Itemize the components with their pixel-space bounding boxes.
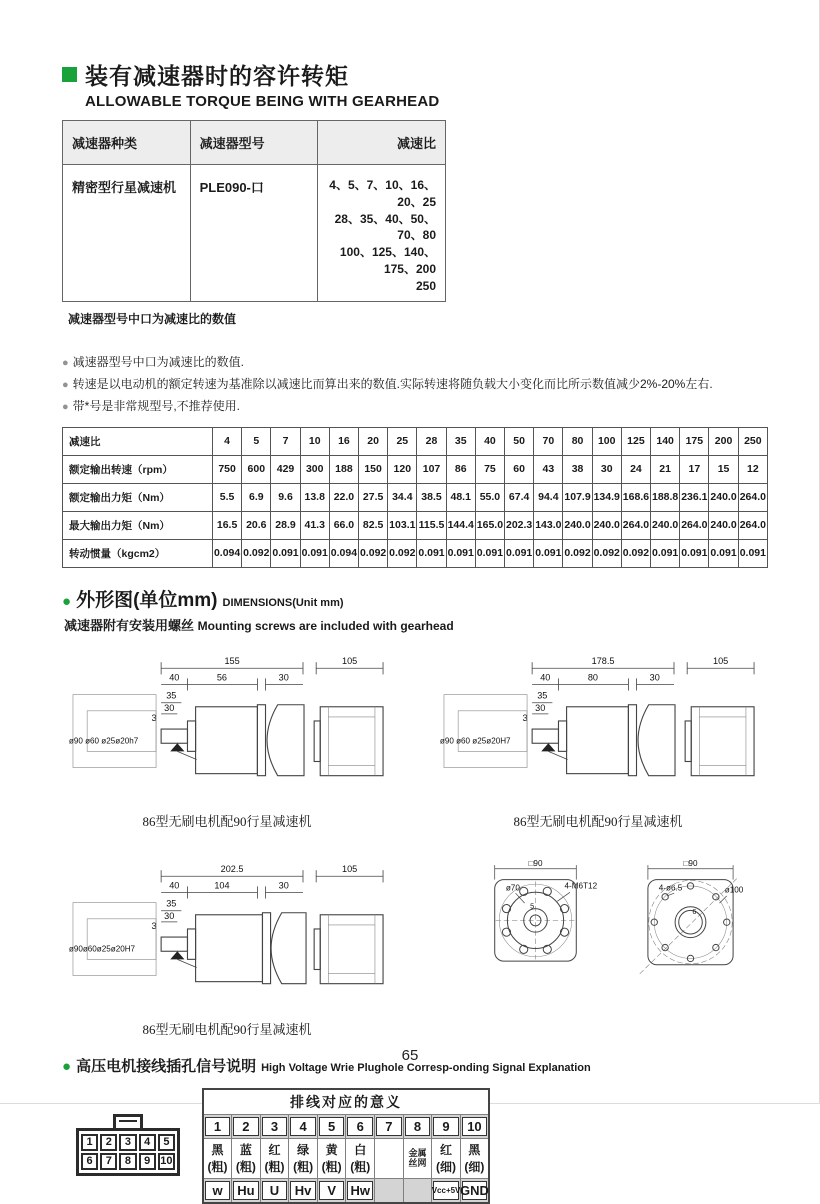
pin-color: 白(粗) bbox=[346, 1138, 375, 1178]
dim-b: 56 bbox=[216, 672, 228, 683]
torque-cell: 55.0 bbox=[475, 483, 504, 511]
torque-cell: 12 bbox=[738, 455, 767, 483]
torque-cell: 0.092 bbox=[563, 539, 592, 567]
pin-signal: Hu bbox=[233, 1181, 259, 1200]
pin-signal-table bbox=[202, 1088, 490, 1204]
torque-cell: 120 bbox=[388, 455, 417, 483]
page-title-zh: 装有减速器时的容许转矩 bbox=[85, 63, 349, 89]
pin-number: 3 bbox=[262, 1117, 288, 1136]
pin-number-cell bbox=[203, 1114, 232, 1138]
ratio-line: 28、35、40、50、70、80 bbox=[334, 211, 436, 243]
dim-a: 40 bbox=[169, 672, 180, 683]
bullet-icon: ● bbox=[62, 356, 69, 369]
torque-cell: 0.091 bbox=[417, 539, 446, 567]
note-item bbox=[62, 397, 763, 414]
connector-pin-number: 10 bbox=[158, 1153, 175, 1170]
pin-number-cell bbox=[403, 1114, 432, 1138]
torque-cell: 28.9 bbox=[271, 511, 300, 539]
side-view-drawing-3 bbox=[62, 856, 392, 1038]
drawing-caption: 86型无刷电机配90行星减速机 bbox=[142, 1021, 312, 1037]
torque-cell: 264.0 bbox=[621, 511, 650, 539]
pin-signal-cell bbox=[317, 1178, 346, 1203]
pin-number: 8 bbox=[405, 1117, 431, 1136]
torque-cell: 200 bbox=[709, 427, 738, 455]
dim-c: 30 bbox=[278, 672, 289, 683]
torque-cell: 10 bbox=[300, 427, 329, 455]
pin-number-cell bbox=[346, 1114, 375, 1138]
torque-cell: 144.4 bbox=[446, 511, 475, 539]
torque-cell: 21 bbox=[651, 455, 680, 483]
torque-cell: 48.1 bbox=[446, 483, 475, 511]
pin-number-cell bbox=[289, 1114, 318, 1138]
dim-b: 80 bbox=[587, 672, 599, 683]
green-square-icon bbox=[62, 67, 77, 82]
torque-cell: 94.4 bbox=[534, 483, 563, 511]
front-view-drawings bbox=[463, 856, 763, 1038]
torque-cell: 175 bbox=[680, 427, 709, 455]
dimensions-subtitle-en: Mounting screws are included with gearhead bbox=[197, 618, 454, 633]
torque-cell: 13.8 bbox=[300, 483, 329, 511]
dim-b: 104 bbox=[214, 880, 230, 891]
torque-cell: 80 bbox=[563, 427, 592, 455]
torque-cell: 27.5 bbox=[359, 483, 388, 511]
bullet-icon: ● bbox=[62, 400, 69, 413]
torque-cell: 15 bbox=[709, 455, 738, 483]
dim-e: 30 bbox=[164, 702, 175, 713]
torque-cell: 20 bbox=[359, 427, 388, 455]
torque-cell: 300 bbox=[300, 455, 329, 483]
dim-tail: 105 bbox=[713, 655, 729, 666]
torque-cell: 5.5 bbox=[213, 483, 242, 511]
keyway-flag-icon bbox=[170, 951, 184, 959]
pin-number-cell bbox=[432, 1114, 461, 1138]
torque-cell: 250 bbox=[738, 427, 767, 455]
torque-cell: 6.9 bbox=[242, 483, 271, 511]
gearhead-type: 精密型行星减速机 bbox=[63, 165, 191, 302]
pin-number-cell bbox=[375, 1114, 404, 1138]
torque-row-label: 额定输出力矩（Nm） bbox=[63, 483, 213, 511]
front-bore-dim: ø100 bbox=[724, 884, 744, 894]
torque-cell: 188.8 bbox=[651, 483, 680, 511]
pin-number-row bbox=[203, 1114, 489, 1138]
pin-color: 黑(粗) bbox=[203, 1138, 232, 1178]
pin-number: 2 bbox=[233, 1117, 259, 1136]
bullet-icon: ● bbox=[62, 378, 69, 391]
bullet-icon: ● bbox=[62, 1057, 72, 1075]
front-holes-dim: 4-M6T12 bbox=[564, 881, 598, 891]
dim-f: 3 bbox=[522, 712, 528, 723]
pin-signal: w bbox=[205, 1181, 230, 1200]
torque-cell: 0.094 bbox=[329, 539, 358, 567]
connector-tab bbox=[113, 1114, 143, 1128]
torque-cell: 0.091 bbox=[680, 539, 709, 567]
pin-color: 蓝(粗) bbox=[232, 1138, 261, 1178]
dim-total: 202.5 bbox=[220, 863, 244, 874]
front-square-dim: □90 bbox=[683, 858, 698, 868]
pin-signal-cell bbox=[432, 1178, 461, 1203]
dimensions-section-header bbox=[62, 585, 763, 612]
pin-signal-cell bbox=[403, 1178, 432, 1203]
gearhead-model: PLE090-口 bbox=[190, 165, 318, 302]
torque-table-row bbox=[63, 427, 768, 455]
torque-table-row bbox=[63, 539, 768, 567]
torque-cell: 0.091 bbox=[475, 539, 504, 567]
note-text: 减速器型号中口为减速比的数值. bbox=[72, 354, 244, 369]
torque-cell: 5 bbox=[242, 427, 271, 455]
note-text: 转速是以电动机的额定转速为基准除以减速比而算出来的数值.实际转速将随负载大小变化而比所示数值减少2%-20%左右. bbox=[72, 376, 713, 391]
torque-cell: 140 bbox=[651, 427, 680, 455]
torque-cell: 17 bbox=[680, 455, 709, 483]
ratio-line: 250 bbox=[415, 278, 436, 293]
note-item bbox=[62, 375, 763, 392]
pin-table-title: 排线对应的意义 bbox=[203, 1089, 489, 1115]
side-view-svg-1 bbox=[62, 648, 392, 800]
gearhead-data-row bbox=[63, 165, 446, 302]
dim-c: 30 bbox=[649, 672, 660, 683]
torque-cell: 41.3 bbox=[300, 511, 329, 539]
pin-signal: Vcc+5V bbox=[433, 1181, 459, 1200]
torque-cell: 264.0 bbox=[680, 511, 709, 539]
torque-cell: 0.091 bbox=[505, 539, 534, 567]
pin-signal-cell bbox=[375, 1178, 404, 1203]
torque-cell: 30 bbox=[592, 455, 621, 483]
pin-signal-cell bbox=[289, 1178, 318, 1203]
connector-pin-number: 2 bbox=[100, 1134, 117, 1151]
page-title-en: ALLOWABLE TORQUE BEING WITH GEARHEAD bbox=[85, 93, 440, 110]
torque-cell: 16.5 bbox=[213, 511, 242, 539]
torque-cell: 86 bbox=[446, 455, 475, 483]
torque-cell: 25 bbox=[388, 427, 417, 455]
drawing-caption: 86型无刷电机配90行星减速机 bbox=[513, 813, 683, 829]
connector-pin-number: 4 bbox=[139, 1134, 156, 1151]
gearhead-header-row bbox=[63, 121, 446, 165]
torque-cell: 143.0 bbox=[534, 511, 563, 539]
torque-cell: 28 bbox=[417, 427, 446, 455]
torque-cell: 429 bbox=[271, 455, 300, 483]
torque-cell: 50 bbox=[505, 427, 534, 455]
dim-f: 3 bbox=[151, 920, 157, 931]
pin-color: 红(细) bbox=[432, 1138, 461, 1178]
pin-number: 10 bbox=[462, 1117, 487, 1136]
torque-cell: 236.1 bbox=[680, 483, 709, 511]
connector-pin-number: 3 bbox=[119, 1134, 136, 1151]
side-view-svg-3 bbox=[62, 856, 392, 1008]
torque-cell: 100 bbox=[592, 427, 621, 455]
torque-cell: 0.091 bbox=[271, 539, 300, 567]
torque-cell: 0.092 bbox=[242, 539, 271, 567]
pin-number: 1 bbox=[205, 1117, 230, 1136]
note-item bbox=[62, 353, 763, 370]
pin-signal: Hw bbox=[347, 1181, 373, 1200]
pin-color-row bbox=[203, 1138, 489, 1178]
torque-cell: 22.0 bbox=[329, 483, 358, 511]
torque-cell: 150 bbox=[359, 455, 388, 483]
dim-c: 30 bbox=[278, 880, 289, 891]
keyway-flag-icon bbox=[170, 743, 184, 751]
dim-d: 35 bbox=[166, 898, 177, 909]
col-header-model: 减速器型号 bbox=[190, 121, 318, 165]
pin-number-cell bbox=[260, 1114, 289, 1138]
pin-color bbox=[375, 1138, 404, 1178]
torque-cell: 40 bbox=[475, 427, 504, 455]
torque-cell: 750 bbox=[213, 455, 242, 483]
torque-cell: 240.0 bbox=[563, 511, 592, 539]
pin-table-title-row bbox=[203, 1089, 489, 1115]
dim-tail: 105 bbox=[342, 655, 358, 666]
dim-total: 155 bbox=[224, 655, 240, 666]
pin-color: 红(粗) bbox=[260, 1138, 289, 1178]
dim-e: 30 bbox=[164, 910, 175, 921]
pin-signal-cell bbox=[203, 1178, 232, 1203]
pin-signal: Hv bbox=[290, 1181, 316, 1200]
torque-cell: 202.3 bbox=[505, 511, 534, 539]
torque-cell: 75 bbox=[475, 455, 504, 483]
torque-cell: 0.092 bbox=[621, 539, 650, 567]
torque-cell: 0.092 bbox=[592, 539, 621, 567]
torque-cell: 0.092 bbox=[359, 539, 388, 567]
connector-pin-grid bbox=[76, 1128, 180, 1176]
pin-signal: U bbox=[262, 1181, 288, 1200]
dim-a: 40 bbox=[540, 672, 551, 683]
torque-cell: 67.4 bbox=[505, 483, 534, 511]
torque-row-label: 转动惯量（kgcm2） bbox=[63, 539, 213, 567]
ratio-line: 4、5、7、10、16、20、25 bbox=[329, 178, 436, 209]
dim-d: 35 bbox=[166, 690, 177, 701]
bullet-icon: ● bbox=[62, 592, 72, 610]
torque-cell: 188 bbox=[329, 455, 358, 483]
pin-signal-cell bbox=[346, 1178, 375, 1203]
torque-cell: 600 bbox=[242, 455, 271, 483]
col-header-type: 减速器种类 bbox=[63, 121, 191, 165]
pin-signal: GND bbox=[459, 1182, 489, 1198]
torque-table bbox=[62, 427, 768, 568]
pin-number-cell bbox=[232, 1114, 261, 1138]
torque-cell: 20.6 bbox=[242, 511, 271, 539]
pin-signal: V bbox=[319, 1181, 345, 1200]
front-bore-dim: ø70 bbox=[505, 883, 520, 893]
drawings-row-2 bbox=[62, 856, 763, 1038]
signal-content-row bbox=[76, 1088, 763, 1204]
torque-table-row bbox=[63, 483, 768, 511]
torque-cell: 134.9 bbox=[592, 483, 621, 511]
connector-pin-number: 9 bbox=[139, 1153, 156, 1170]
torque-table-row bbox=[63, 511, 768, 539]
connector-pin-number: 5 bbox=[158, 1134, 175, 1151]
ratio-line: 100、125、140、175、200 bbox=[339, 245, 436, 276]
dimensions-title-en: DIMENSIONS(Unit mm) bbox=[222, 596, 344, 609]
torque-cell: 43 bbox=[534, 455, 563, 483]
pin-color: 黑(细) bbox=[460, 1138, 489, 1178]
torque-cell: 107 bbox=[417, 455, 446, 483]
torque-cell: 240.0 bbox=[592, 511, 621, 539]
torque-cell: 168.6 bbox=[621, 483, 650, 511]
connector-plug bbox=[76, 1114, 180, 1176]
torque-cell: 0.091 bbox=[300, 539, 329, 567]
torque-cell: 34.4 bbox=[388, 483, 417, 511]
pin-signal-cell bbox=[232, 1178, 261, 1203]
pin-number-cell bbox=[317, 1114, 346, 1138]
torque-cell: 240.0 bbox=[709, 483, 738, 511]
pin-signal-cell bbox=[260, 1178, 289, 1203]
torque-cell: 0.092 bbox=[388, 539, 417, 567]
pin-signal-cell bbox=[460, 1178, 489, 1203]
torque-cell: 70 bbox=[534, 427, 563, 455]
connector-pin-number: 8 bbox=[119, 1153, 136, 1170]
pin-number: 9 bbox=[433, 1117, 459, 1136]
pin-color: 金属丝网 bbox=[403, 1138, 432, 1178]
gearhead-table bbox=[62, 120, 446, 302]
shaft-diameters: ø90ø60ø25ø20H7 bbox=[68, 943, 136, 953]
torque-cell: 82.5 bbox=[359, 511, 388, 539]
torque-cell: 60 bbox=[505, 455, 534, 483]
gearhead-footnote: 减速器型号中口为减速比的数值 bbox=[68, 311, 237, 326]
front-key-dim: 6 bbox=[692, 906, 697, 916]
connector-pin-number: 1 bbox=[81, 1134, 98, 1151]
dimensions-subtitle-zh: 减速器附有安装用螺丝 bbox=[64, 617, 195, 633]
torque-cell: 66.0 bbox=[329, 511, 358, 539]
drawings-row-1 bbox=[62, 648, 763, 830]
dimensions-subtitle bbox=[64, 615, 763, 634]
torque-row-label: 最大输出力矩（Nm） bbox=[63, 511, 213, 539]
torque-table-row bbox=[63, 455, 768, 483]
notes-list bbox=[62, 353, 763, 414]
front-key-dim: 5 bbox=[530, 901, 535, 911]
shaft-diameters: ø90 ø60 ø25ø20h7 bbox=[68, 735, 139, 745]
dim-tail: 105 bbox=[342, 863, 358, 874]
torque-cell: 0.091 bbox=[738, 539, 767, 567]
dimensions-title-zh: 外形图(单位mm) bbox=[76, 589, 218, 611]
torque-cell: 38.5 bbox=[417, 483, 446, 511]
front-holes-dim: 4-ø6.5 bbox=[658, 883, 683, 893]
dim-total: 178.5 bbox=[591, 655, 615, 666]
torque-cell: 35 bbox=[446, 427, 475, 455]
torque-cell: 0.094 bbox=[213, 539, 242, 567]
side-view-drawing-2 bbox=[433, 648, 763, 830]
pin-color: 黄(粗) bbox=[317, 1138, 346, 1178]
side-view-drawing-1 bbox=[62, 648, 392, 830]
torque-row-label: 额定输出转速（rpm） bbox=[63, 455, 213, 483]
torque-cell: 0.091 bbox=[709, 539, 738, 567]
pin-number-cell bbox=[460, 1114, 489, 1138]
torque-cell: 4 bbox=[213, 427, 242, 455]
gearhead-ratios bbox=[318, 165, 446, 302]
connector-pin-number: 6 bbox=[81, 1153, 98, 1170]
page-number: 65 bbox=[401, 1047, 419, 1064]
dim-d: 35 bbox=[537, 690, 548, 701]
torque-cell: 0.091 bbox=[534, 539, 563, 567]
pin-number: 5 bbox=[319, 1117, 345, 1136]
front-square-dim: □90 bbox=[528, 858, 543, 868]
dim-f: 3 bbox=[151, 712, 157, 723]
torque-cell: 264.0 bbox=[738, 483, 767, 511]
note-text: 带*号是非常规型号,不推荐使用. bbox=[72, 398, 240, 413]
torque-cell: 240.0 bbox=[709, 511, 738, 539]
front-view-svg-2 bbox=[618, 856, 763, 992]
torque-cell: 107.9 bbox=[563, 483, 592, 511]
signal-title-zh: 高压电机接线插孔信号说明 bbox=[76, 1057, 257, 1075]
drawing-caption: 86型无刷电机配90行星减速机 bbox=[142, 813, 312, 829]
torque-cell: 16 bbox=[329, 427, 358, 455]
dim-a: 40 bbox=[169, 880, 180, 891]
connector-pin-number: 7 bbox=[100, 1153, 117, 1170]
keyway-flag-icon bbox=[541, 743, 555, 751]
torque-cell: 125 bbox=[621, 427, 650, 455]
shaft-diameters: ø90 ø60 ø25ø20H7 bbox=[439, 735, 511, 745]
torque-cell: 7 bbox=[271, 427, 300, 455]
pin-number: 7 bbox=[376, 1117, 402, 1136]
front-view-svg-1 bbox=[463, 856, 608, 992]
torque-cell: 0.091 bbox=[651, 539, 680, 567]
col-header-ratio: 减速比 bbox=[318, 121, 446, 165]
pin-signal-row bbox=[203, 1178, 489, 1203]
torque-cell: 103.1 bbox=[388, 511, 417, 539]
torque-cell: 0.091 bbox=[446, 539, 475, 567]
page-title-row bbox=[62, 58, 763, 91]
torque-cell: 115.5 bbox=[417, 511, 446, 539]
torque-row-label: 减速比 bbox=[63, 427, 213, 455]
torque-cell: 165.0 bbox=[475, 511, 504, 539]
pin-number: 6 bbox=[347, 1117, 373, 1136]
pin-color: 绿(粗) bbox=[289, 1138, 318, 1178]
dim-e: 30 bbox=[535, 702, 546, 713]
torque-cell: 9.6 bbox=[271, 483, 300, 511]
torque-cell: 38 bbox=[563, 455, 592, 483]
side-view-svg-2 bbox=[433, 648, 763, 800]
pin-number: 4 bbox=[290, 1117, 316, 1136]
torque-cell: 24 bbox=[621, 455, 650, 483]
torque-cell: 240.0 bbox=[651, 511, 680, 539]
torque-cell: 264.0 bbox=[738, 511, 767, 539]
signal-title-en: High Voltage Wrie Plughole Corresp-onding Signal Explanation bbox=[261, 1061, 591, 1074]
